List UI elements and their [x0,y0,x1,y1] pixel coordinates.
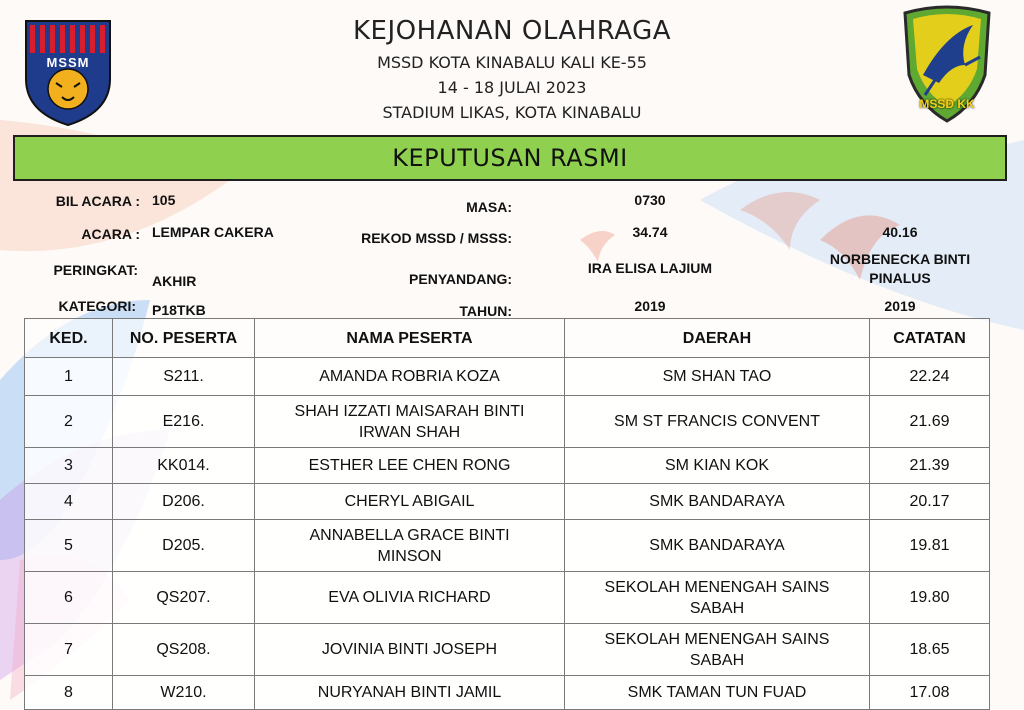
daerah-line1: SM SHAN TAO [662,368,772,385]
catatan-cell: 19.80 [870,572,990,624]
no-peserta-cell: S211. [113,358,255,396]
results-table [24,318,990,710]
nama-cell [255,520,565,572]
mssm-logo-text: MSSM [46,55,90,70]
daerah-cell [565,484,870,520]
tahun-mssd: 2019 [634,298,666,314]
table-row [25,484,990,520]
nama-cell [255,676,565,710]
daerah-line1: SM KIAN KOK [664,457,770,474]
daerah-line1: SMK BANDARAYA [649,537,785,554]
daerah-cell [565,520,870,572]
event-dates: 14 - 18 JULAI 2023 [437,78,587,97]
event-edition: MSSD KOTA KINABALU KALI KE-55 [377,53,647,72]
daerah-line2: SABAH [689,599,745,617]
acara-value: LEMPAR CAKERA [152,224,274,240]
bil-acara-label: BIL ACARA : [55,193,140,209]
no-peserta-cell: D206. [113,484,255,520]
nama-line1: EVA OLIVIA RICHARD [328,589,491,606]
table-row [25,358,990,396]
nama-line1: ANNABELLA GRACE BINTI [309,526,510,544]
nama-cell [255,572,565,624]
daerah-line1: SEKOLAH MENENGAH SAINS [604,578,830,596]
nama-line2: MINSON [377,547,442,565]
ked-cell: 7 [25,624,113,676]
ked-cell: 4 [25,484,113,520]
table-header-row [25,319,990,358]
nama-cell [255,448,565,484]
masa-value: 0730 [634,192,666,208]
nama-line1: ESTHER LEE CHEN RONG [308,457,511,474]
catatan-cell: 19.81 [870,520,990,572]
nama-cell [255,484,565,520]
no-peserta-cell: KK014. [113,448,255,484]
ked-cell: 2 [25,396,113,448]
catatan-cell: 20.17 [870,484,990,520]
header-catatan: CATATAN [870,319,990,358]
catatan-cell: 17.08 [870,676,990,710]
table-row [25,396,990,448]
catatan-cell: 18.65 [870,624,990,676]
acara-label: ACARA : [81,226,140,242]
catatan-cell: 21.69 [870,396,990,448]
header-daerah: DAERAH [565,319,870,358]
nama-line1: CHERYL ABIGAIL [344,493,475,510]
mssdkk-logo-text: MSSD KK [919,97,975,111]
rekod-mssd-value: 34.74 [632,224,668,240]
nama-cell [255,358,565,396]
tahun-msss: 2019 [884,298,916,314]
results-banner [13,135,1007,181]
penyandang-mssd: IRA ELISA LAJIUM [587,260,713,276]
catatan-cell: 22.24 [870,358,990,396]
header-no-peserta: NO. PESERTA [113,319,255,358]
nama-cell [255,624,565,676]
banner-title: KEPUTUSAN RASMI [392,144,628,172]
header-nama-peserta: NAMA PESERTA [255,319,565,358]
table-row [25,520,990,572]
daerah-line1: SEKOLAH MENENGAH SAINS [604,630,830,648]
no-peserta-cell: E216. [113,396,255,448]
daerah-cell [565,396,870,448]
ked-cell: 1 [25,358,113,396]
no-peserta-cell: QS208. [113,624,255,676]
daerah-cell [565,358,870,396]
penyandang-label: PENYANDANG: [409,271,512,287]
no-peserta-cell: D205. [113,520,255,572]
bil-acara-value: 105 [152,192,176,208]
ked-cell: 3 [25,448,113,484]
daerah-cell [565,676,870,710]
page-title: KEJOHANAN OLAHRAGA [352,16,672,46]
header-ked: KED. [25,319,113,358]
no-peserta-cell: W210. [113,676,255,710]
kategori-label: KATEGORI: [58,298,136,314]
daerah-line1: SM ST FRANCIS CONVENT [614,413,820,430]
rekod-label: REKOD MSSD / MSSS: [361,230,512,246]
table-row [25,572,990,624]
kategori-value: P18TKB [152,302,206,318]
masa-label: MASA: [466,199,512,215]
daerah-cell [565,624,870,676]
catatan-cell: 21.39 [870,448,990,484]
table-row [25,448,990,484]
daerah-cell [565,572,870,624]
table-row [25,676,990,710]
ked-cell: 5 [25,520,113,572]
daerah-line1: SMK BANDARAYA [649,493,785,510]
tahun-label: TAHUN: [459,303,512,319]
nama-line1: AMANDA ROBRIA KOZA [319,368,500,385]
penyandang-msss-line1: NORBENECKA BINTI [829,251,971,267]
table-row [25,624,990,676]
penyandang-msss-line2: PINALUS [869,270,931,286]
ked-cell: 8 [25,676,113,710]
peringkat-label: PERINGKAT: [53,262,138,278]
nama-cell [255,396,565,448]
no-peserta-cell: QS207. [113,572,255,624]
rekod-msss-value: 40.16 [882,224,918,240]
nama-line1: NURYANAH BINTI JAMIL [317,684,502,701]
peringkat-value: AKHIR [152,273,197,289]
daerah-line2: SABAH [689,651,745,669]
nama-line2: IRWAN SHAH [358,423,461,441]
daerah-cell [565,448,870,484]
ked-cell: 6 [25,572,113,624]
nama-line1: JOVINIA BINTI JOSEPH [321,641,498,658]
event-venue: STADIUM LIKAS, KOTA KINABALU [382,103,642,122]
nama-line1: SHAH IZZATI MAISARAH BINTI [294,402,525,420]
daerah-line1: SMK TAMAN TUN FUAD [627,684,807,701]
